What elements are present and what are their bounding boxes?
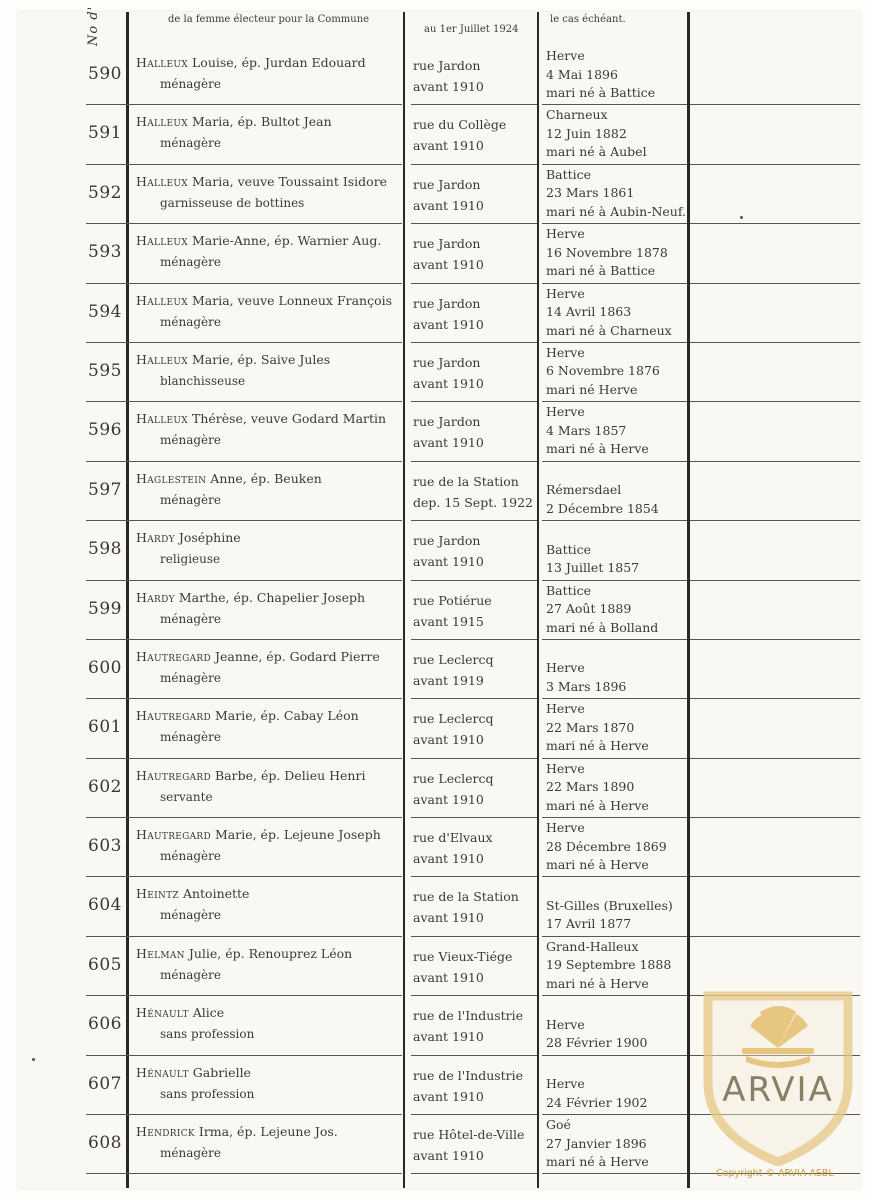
birth-info [546,819,688,875]
table-header [18,5,860,46]
entry-number: 590 [88,64,122,84]
birth-line-3: mari né à Charneux [546,322,672,338]
voter-given-name: Jeanne, ép. Godard Pierre [211,648,380,664]
address-street: rue Jardon [413,58,481,73]
address-since: dep. 15 Sept. 1922 [413,494,533,510]
birth-line-1 [546,522,688,541]
address-since: avant 1910 [413,554,484,570]
birth-line-2: 27 Août 1889 [546,601,632,617]
voter-surname: Halleux [136,292,189,308]
birth-line-3: 13 Juillet 1857 [546,560,640,576]
voter-given-name: Julie, ép. Renouprez Léon [184,945,353,961]
birth-line-3: mari né à Battice [546,263,656,279]
birth-info [546,997,688,1053]
entry-number: 598 [88,539,122,560]
birth-info [546,463,688,519]
birth-info [546,403,688,459]
entry-number: 591 [88,123,122,144]
table-row [18,699,860,758]
birth-line-1: Battice [546,166,592,182]
birth-info [546,47,688,103]
voter-profession: ménagère [160,670,221,685]
address-street: rue Jardon [413,354,481,370]
voter-name [136,530,401,545]
address-since: avant 1910 [413,732,484,748]
voter-name [136,1065,401,1080]
birth-line-2: 14 Avril 1863 [546,304,632,320]
voter-surname: Heintz [136,886,179,902]
voter-address [413,827,537,869]
voter-name [136,1124,401,1139]
voter-profession: ménagère [160,611,221,626]
birth-info [546,106,688,162]
birth-info [546,344,688,400]
entry-number: 604 [88,895,122,916]
ink-speck [740,216,743,219]
birth-info [546,878,688,934]
voter-name [136,471,401,486]
voter-given-name: Marie, ép. Cabay Léon [211,708,359,724]
address-since: avant 1910 [413,791,484,807]
birth-line-2: Herve [546,660,585,676]
table-row [18,343,860,402]
birth-line-3: 2 Décembre 1854 [546,500,659,516]
row-divider [542,1173,687,1174]
voter-surname: Halleux [136,55,189,70]
entry-number: 601 [88,717,122,738]
voter-address [413,590,537,632]
entry-number: 603 [88,836,122,857]
voter-name [136,114,401,129]
address-since: avant 1910 [413,851,484,867]
entry-number: 596 [88,420,122,441]
birth-line-3: mari né à Herve [546,738,649,754]
address-since: avant 1910 [413,969,484,985]
birth-line-1: Charneux [546,107,608,123]
address-street: rue de l'Industrie [413,1008,524,1024]
voter-profession: ménagère [160,492,221,507]
birth-info [546,938,688,994]
voter-surname: Hénault [136,1005,189,1021]
birth-line-2: Rémersdael [546,482,622,498]
voter-profession: ménagère [160,433,221,448]
birth-line-2: Herve [546,1076,585,1092]
birth-info [546,166,688,222]
address-street: rue Leclercq [413,711,494,727]
birth-line-3: mari né à Battice [546,85,656,100]
address-street: rue de l'Industrie [413,1067,524,1083]
birth-line-2: 19 Septembre 1888 [546,957,672,973]
voter-given-name: Marie, ép. Saive Jules [188,351,331,367]
address-street: rue Leclercq [413,770,494,786]
birth-line-1 [546,1057,688,1076]
table-row [18,521,860,580]
header-number-label: No d' [86,5,101,46]
birth-line-1: Grand-Halleux [546,938,639,954]
birth-info [546,1116,688,1172]
voter-surname: Halleux [136,351,189,367]
voter-address [413,946,537,988]
birth-line-1: Herve [546,701,585,717]
address-street: rue Potiérue [413,592,492,608]
voter-profession: ménagère [160,730,221,745]
birth-line-1 [546,463,688,482]
address-street: rue Vieux-Tiége [413,948,513,964]
birth-line-2: Battice [546,541,592,557]
birth-info [546,641,688,697]
birth-line-3: mari né à Herve [546,857,649,873]
address-street: rue de la Station [413,473,519,489]
voter-given-name: Maria, ép. Bultot Jean [188,114,332,130]
table-row [18,284,860,343]
entry-number: 594 [88,301,122,322]
table-row [18,165,860,224]
voter-address [413,55,537,97]
address-street: rue Jardon [413,295,481,311]
table-row [18,46,860,105]
birth-line-1: Herve [546,820,585,836]
entry-number: 599 [88,598,122,619]
voter-given-name: Maria, veuve Toussaint Isidore [188,173,388,189]
address-street: rue Jardon [413,533,481,549]
birth-line-2: 4 Mars 1857 [546,422,627,438]
voter-name [136,233,401,248]
entry-number: 608 [88,1133,122,1154]
birth-line-1: Battice [546,582,592,598]
address-street: rue d'Elvaux [413,830,493,846]
birth-info [546,582,688,638]
table-row [18,818,860,877]
header-address-column: au 1er Juillet 1924 [424,24,519,35]
birth-line-1: Herve [546,344,585,360]
voter-surname: Hardy [136,530,175,546]
birth-info [546,522,688,578]
voter-surname: Hautregard [136,708,212,724]
birth-line-2: 12 Juin 1882 [546,125,627,141]
address-since: avant 1910 [413,257,484,273]
voter-name [136,708,401,723]
birth-line-3: mari né à Aubel [546,144,647,160]
voter-surname: Halleux [136,233,189,249]
table-row [18,759,860,818]
address-since: avant 1910 [413,316,484,332]
birth-info [546,760,688,816]
birth-line-3: mari né à Herve [546,975,649,991]
address-street: rue de la Station [413,889,519,905]
table-row [18,640,860,699]
entry-number: 605 [88,954,122,975]
voter-given-name: Joséphine [174,530,241,546]
birth-line-2: 22 Mars 1870 [546,719,635,735]
voter-address [413,768,537,810]
voter-given-name: Marthe, ép. Chapelier Joseph [174,589,366,605]
voter-given-name: Alice [188,1005,225,1021]
birth-line-3: mari né Herve [546,381,638,397]
address-since: avant 1910 [413,1088,484,1104]
address-since: avant 1910 [413,79,484,94]
voter-name [136,174,401,189]
voter-name [136,293,401,308]
birth-line-2: 28 Décembre 1869 [546,838,667,854]
birth-line-3: mari né à Bolland [546,619,659,635]
ink-speck [32,1058,35,1061]
address-since: avant 1910 [413,197,484,213]
address-since: avant 1910 [413,910,484,926]
voter-given-name: Marie, ép. Lejeune Joseph [211,827,381,843]
birth-line-2: 6 Novembre 1876 [546,363,660,379]
address-street: rue Hôtel-de-Ville [413,1127,525,1143]
copyright-notice: Copyright © ARVIA ASBL [716,1168,834,1179]
table-row [18,581,860,640]
voter-address [413,1065,537,1107]
watermark-text: ARVIA [722,1070,834,1110]
voter-given-name: Thérèse, veuve Godard Martin [188,411,387,427]
voter-profession: sans profession [160,1086,255,1101]
birth-line-3: 24 Février 1902 [546,1094,648,1110]
address-since: avant 1919 [413,672,484,688]
voter-given-name: Marie-Anne, ép. Warnier Aug. [188,233,382,249]
voter-surname: Haglestein [136,470,207,486]
voter-given-name: Antoinette [178,886,250,902]
voter-profession: blanchisseuse [160,373,246,388]
table-row [18,877,860,936]
voter-address [413,886,537,928]
birth-line-2: 4 Mai 1896 [546,66,618,82]
voter-profession: ménagère [160,1146,221,1161]
entry-number: 595 [88,360,122,381]
voter-surname: Halleux [136,114,189,130]
arvia-watermark [696,986,860,1166]
voter-address [413,293,537,335]
voter-address [413,530,537,572]
birth-line-1 [546,997,688,1016]
entry-number: 600 [88,657,122,678]
voter-given-name: Irma, ép. Lejeune Jos. [194,1124,338,1140]
birth-line-1: Herve [546,48,585,63]
birth-line-3: mari né à Herve [546,797,649,813]
voter-name [136,1005,401,1020]
birth-line-1 [546,641,688,660]
birth-line-3: 3 Mars 1896 [546,678,627,694]
address-street: rue Jardon [413,236,481,252]
voter-address [413,649,537,691]
entry-number: 597 [88,479,122,500]
birth-line-2: Herve [546,1016,585,1032]
birth-line-1: Herve [546,285,585,301]
voter-address [413,471,537,513]
birth-line-3: mari né à Aubin-Neuf. [546,203,686,219]
voter-profession: ménagère [160,908,221,923]
voter-address [413,708,537,750]
header-birth-column: le cas échéant. [550,14,626,25]
voter-name [136,946,401,961]
voter-address [413,352,537,394]
birth-line-1: Herve [546,226,585,242]
entry-number: 607 [88,1073,122,1094]
address-since: avant 1915 [413,613,484,629]
address-since: avant 1910 [413,1029,484,1045]
address-since: avant 1910 [413,138,484,154]
voter-surname: Hardy [136,589,175,605]
address-since: avant 1910 [413,375,484,391]
voter-profession: religieuse [160,552,221,567]
birth-line-1: Herve [546,760,585,776]
voter-surname: Hendrick [136,1124,195,1140]
birth-line-3: 28 Février 1900 [546,1035,648,1051]
table-row [18,224,860,283]
voter-profession: sans profession [160,1027,255,1042]
birth-line-1 [546,878,688,897]
voter-surname: Hénault [136,1064,189,1080]
voter-given-name: Maria, veuve Lonneux François [188,292,393,308]
birth-line-3: mari né à Herve [546,441,649,457]
voter-given-name: Barbe, ép. Delieu Henri [211,767,366,783]
voter-given-name: Gabrielle [188,1064,251,1080]
voter-name [136,352,401,367]
voter-given-name: Anne, ép. Beuken [206,470,322,486]
birth-line-2: St-Gilles (Bruxelles) [546,897,673,913]
birth-line-3: 17 Avril 1877 [546,916,632,932]
voter-address [413,114,537,156]
header-name-column: de la femme électeur pour la Commune [168,14,370,25]
birth-line-2: 23 Mars 1861 [546,185,635,201]
birth-line-3: mari né à Herve [546,1154,649,1170]
entry-number: 602 [88,776,122,797]
address-street: rue Leclercq [413,651,494,667]
voter-surname: Halleux [136,173,189,189]
entry-number: 592 [88,182,122,203]
voter-name [136,649,401,664]
voter-name [136,55,401,70]
voter-profession: ménagère [160,314,221,329]
birth-line-2: 22 Mars 1890 [546,779,635,795]
address-street: rue Jardon [413,414,481,430]
table-row [18,462,860,521]
birth-info [546,225,688,281]
birth-info [546,285,688,341]
birth-line-1: Herve [546,404,585,420]
voter-surname: Hautregard [136,827,212,843]
voter-profession: garnisseuse de bottines [160,195,305,210]
birth-line-1: Goé [546,1117,571,1133]
address-street: rue Jardon [413,176,481,192]
voter-profession: ménagère [160,136,221,151]
table-row [18,105,860,164]
voter-name [136,827,401,842]
address-since: avant 1910 [413,1148,484,1164]
row-divider [86,1173,402,1174]
voter-address [413,411,537,453]
birth-line-2: 27 Janvier 1896 [546,1135,647,1151]
voter-surname: Hautregard [136,648,212,664]
address-street: rue du Collège [413,117,507,133]
voter-profession: servante [160,789,213,804]
voter-profession: ménagère [160,77,221,91]
voter-profession: ménagère [160,849,221,864]
birth-info [546,1057,688,1113]
voter-surname: Helman [136,945,185,961]
voter-name [136,590,401,605]
table-row [18,402,860,461]
voter-name [136,411,401,426]
voter-given-name: Louise, ép. Jurdan Edouard [188,55,366,70]
voter-profession: ménagère [160,255,221,270]
row-divider [411,1173,537,1174]
address-since: avant 1910 [413,435,484,451]
birth-line-2: 16 Novembre 1878 [546,244,668,260]
birth-info [546,700,688,756]
voter-address [413,233,537,275]
voter-address [413,1124,537,1166]
entry-number: 606 [88,1014,122,1035]
voter-profession: ménagère [160,967,221,982]
voter-name [136,886,401,901]
voter-surname: Hautregard [136,767,212,783]
voter-surname: Halleux [136,411,189,427]
voter-address [413,174,537,216]
voter-name [136,768,401,783]
entry-number: 593 [88,242,122,263]
voter-address [413,1005,537,1047]
